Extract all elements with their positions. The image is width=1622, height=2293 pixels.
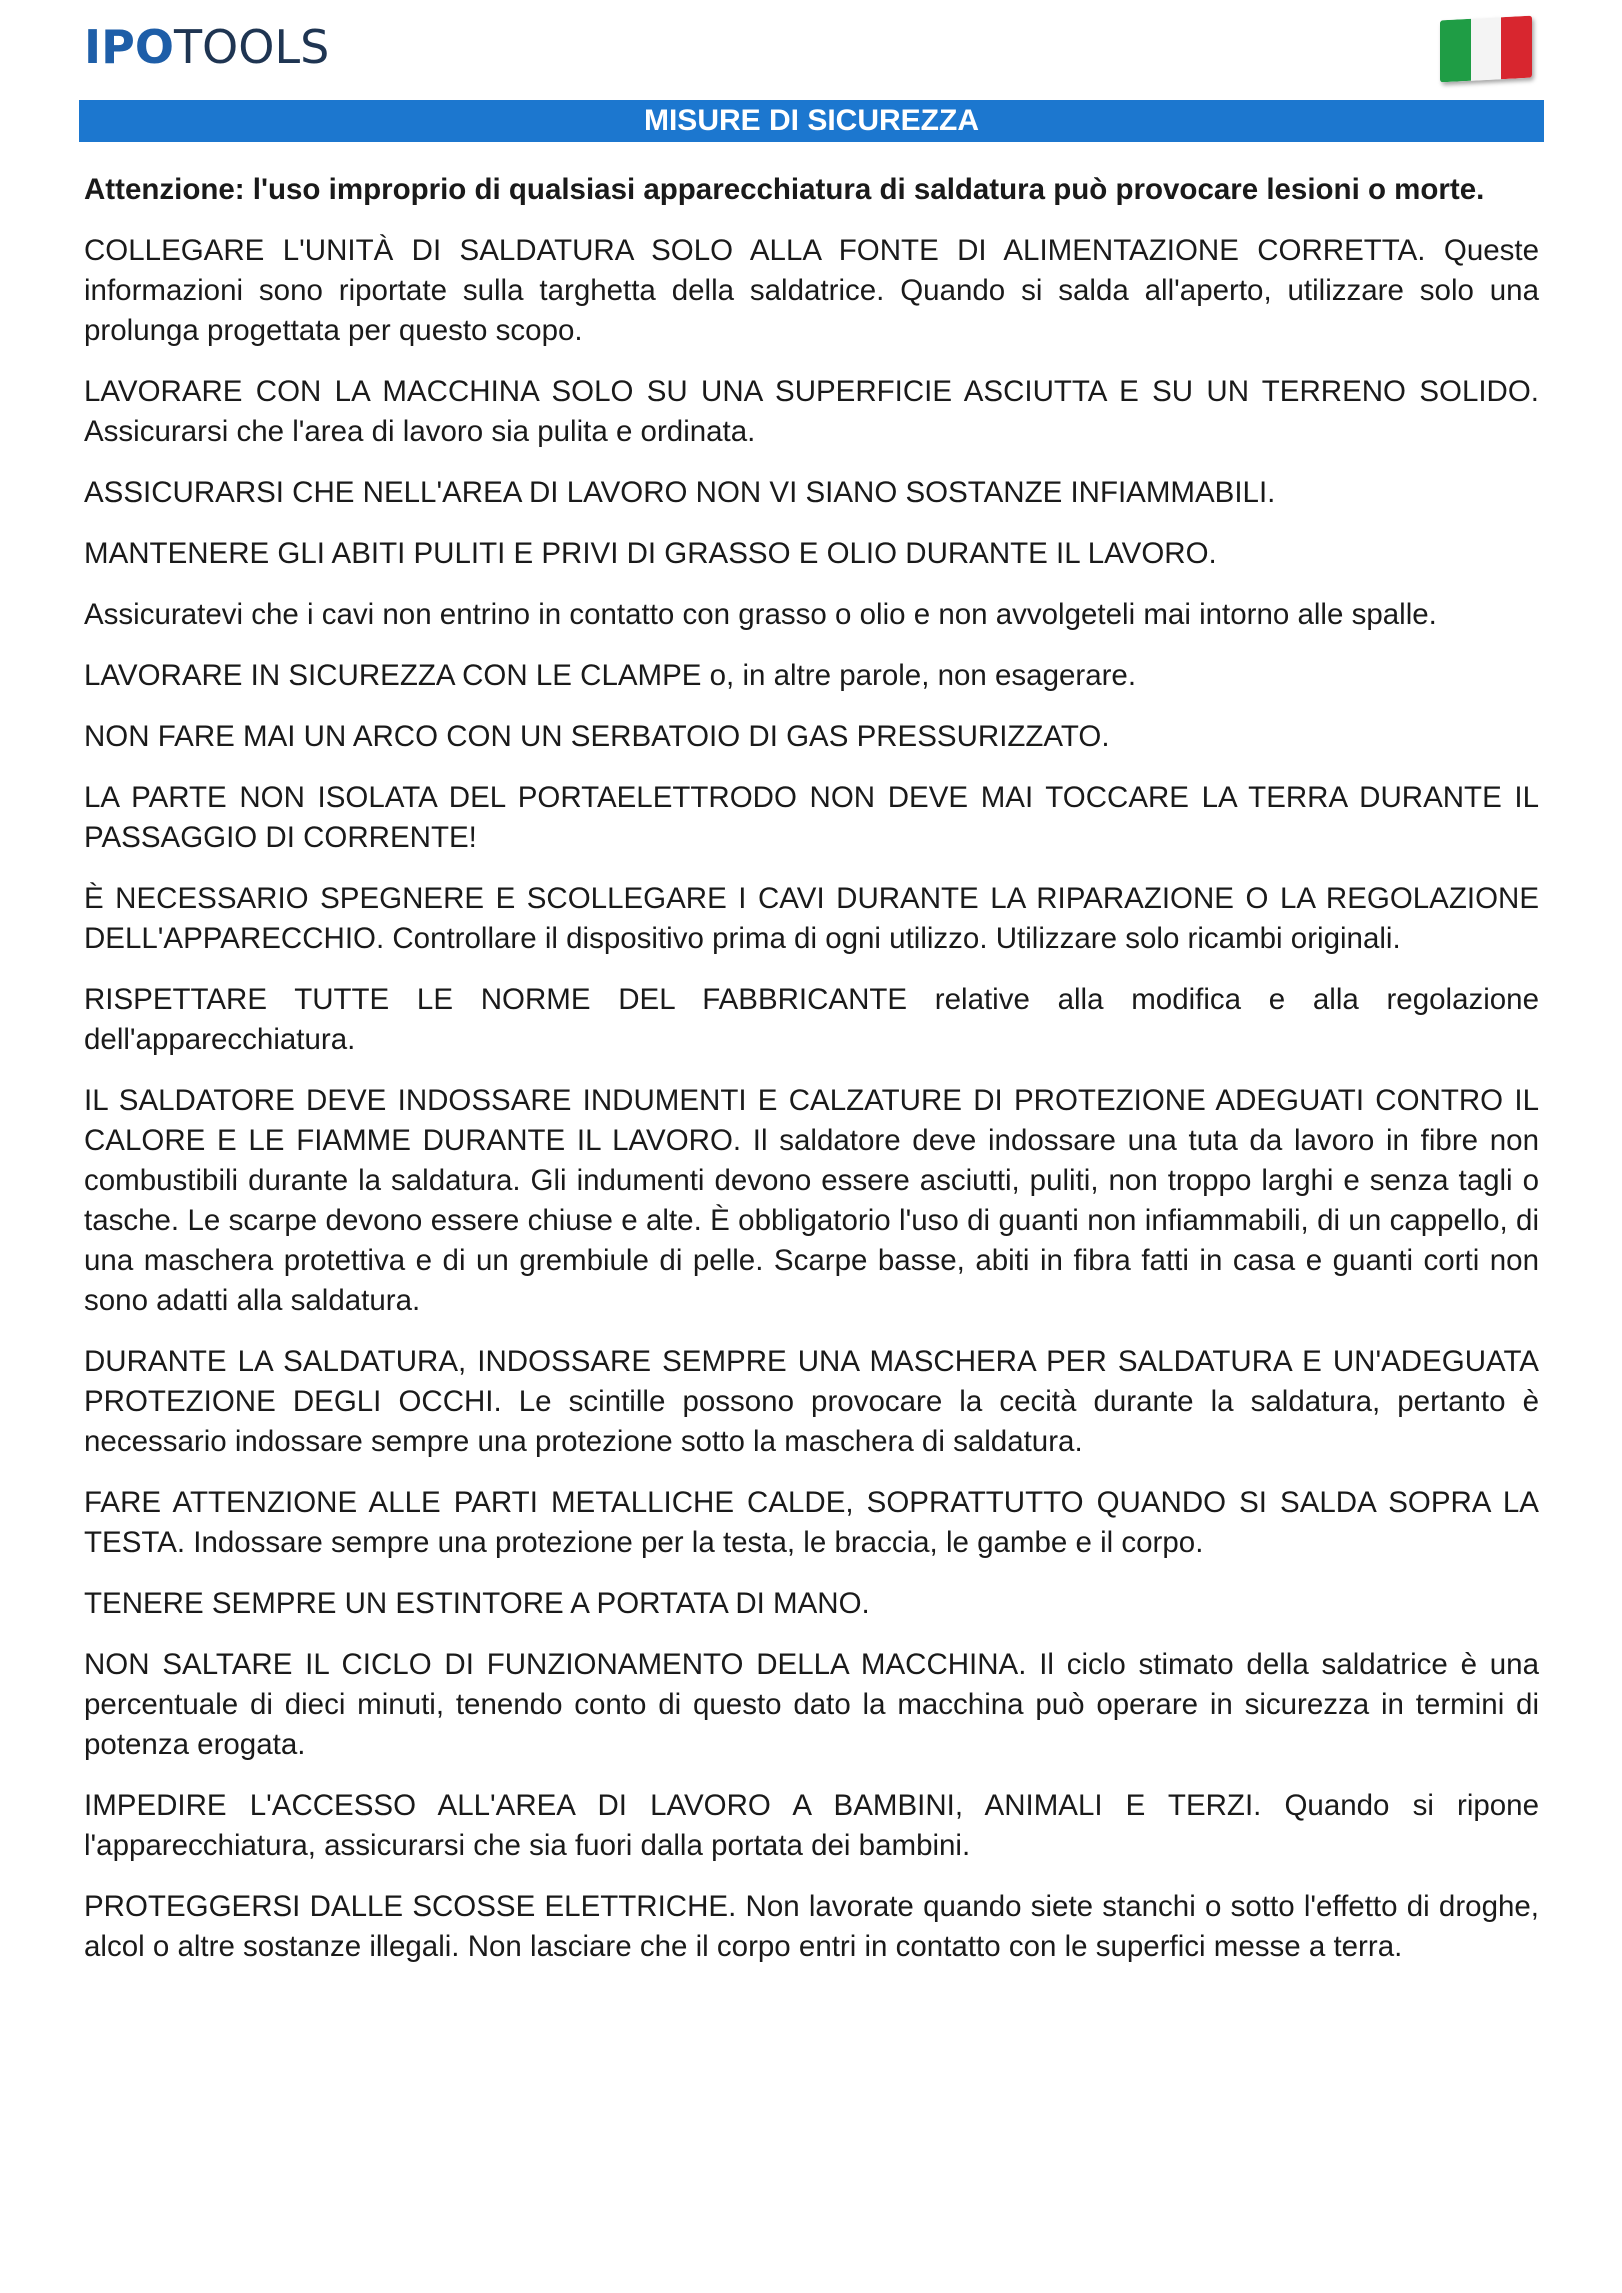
paragraph-flammables: ASSICURARSI CHE NELL'AREA DI LAVORO NON VI SIANO SOSTANZE INFIAMMABILI. bbox=[84, 476, 1276, 509]
paragraph-cables: Assicuratevi che i cavi non entrino in contatto con grasso o olio e non avvolgeteli mai intorno alle spalle. bbox=[84, 598, 1437, 631]
paragraph-electrode-holder: LA PARTE NON ISOLATA DEL PORTAELETTRODO NON DEVE MAI TOCCARE LA TERRA DURANTE IL PASSAGGIO DI CORRENTE! bbox=[84, 781, 1539, 854]
flag-stripe-red bbox=[1501, 16, 1532, 80]
paragraph-dry-surface: LAVORARE CON LA MACCHINA SOLO SU UNA SUPERFICIE ASCIUTTA E SU UN TERRENO SOLIDO. Assicurarsi che l'area di lavoro sia pulita e ordinata. bbox=[84, 375, 1539, 448]
paragraph-manufacturer-rules: RISPETTARE TUTTE LE NORME DEL FABBRICANTE relative alla modifica e alla regolazione dell'apparecchiatura. bbox=[84, 983, 1539, 1056]
paragraph-power-source: COLLEGARE L'UNITÀ DI SALDATURA SOLO ALLA FONTE DI ALIMENTAZIONE CORRETTA. Queste informazioni sono riportate sulla targhetta della saldatrice. Quando si salda all'aperto, utilizzare solo una prolunga progettata per questo scopo. bbox=[84, 234, 1539, 347]
flag-stripe-green bbox=[1440, 19, 1471, 83]
paragraph-duty-cycle: NON SALTARE IL CICLO DI FUNZIONAMENTO DELLA MACCHINA. Il ciclo stimato della saldatrice è una percentuale di dieci minuti, tenendo conto di questo dato la macchina può operare in sicurezza in termini di potenza erogata. bbox=[84, 1648, 1539, 1761]
logo-light-text: TOOLS bbox=[173, 20, 330, 74]
paragraph-protective-clothing: IL SALDATORE DEVE INDOSSARE INDUMENTI E CALZATURE DI PROTEZIONE ADEGUATI CONTRO IL CALORE E LE FIAMME DURANTE IL LAVORO. Il saldatore deve indossare una tuta da lavoro in fibre non combustibili durante la saldatura. Gli indumenti devono essere asciutti, puliti, non troppo larghi e senza tagli o tasche. Le scarpe devono essere chiuse e alte. È obbligatorio l'uso di guanti non infiammabili, di un cappello, di una maschera protettiva e di un grembiule di pelle. Scarpe basse, abiti in fibra fatti in casa e guanti corti non sono adatti alla saldatura. bbox=[84, 1084, 1539, 1317]
logo-strong-text: IPO bbox=[84, 20, 174, 74]
paragraph-electric-shock: PROTEGGERSI DALLE SCOSSE ELETTRICHE. Non lavorate quando siete stanchi o sotto l'effetto di droghe, alcol o altre sostanze illegali. Non lasciare che il corpo entri in contatto con le superfici messe a terra. bbox=[84, 1890, 1539, 1963]
brand-logo bbox=[84, 20, 329, 74]
flag-stripe-white bbox=[1471, 17, 1502, 81]
paragraph-welding-mask: DURANTE LA SALDATURA, INDOSSARE SEMPRE UNA MASCHERA PER SALDATURA E UN'ADEGUATA PROTEZIONE DEGLI OCCHI. Le scintille possono provocare la cecità durante la saldatura, pertanto è necessario indossare sempre una protezione sotto la maschera di saldatura. bbox=[84, 1345, 1539, 1458]
paragraph-gas-tank: NON FARE MAI UN ARCO CON UN SERBATOIO DI GAS PRESSURIZZATO. bbox=[84, 720, 1110, 753]
paragraph-disconnect-cables: È NECESSARIO SPEGNERE E SCOLLEGARE I CAVI DURANTE LA RIPARAZIONE O LA REGOLAZIONE DELL'APPARECCHIO. Controllare il dispositivo prima di ogni utilizzo. Utilizzare solo ricambi originali. bbox=[84, 882, 1539, 955]
italian-flag-icon bbox=[1440, 16, 1532, 83]
section-title: MISURE DI SICUREZZA bbox=[643, 104, 979, 137]
paragraph-clamps: LAVORARE IN SICUREZZA CON LE CLAMPE o, in altre parole, non esagerare. bbox=[84, 659, 1137, 692]
paragraph-restrict-access: IMPEDIRE L'ACCESSO ALL'AREA DI LAVORO A BAMBINI, ANIMALI E TERZI. Quando si ripone l'apparecchiatura, assicurarsi che sia fuori dalla portata dei bambini. bbox=[84, 1789, 1539, 1862]
safety-content bbox=[84, 170, 1539, 1988]
paragraph-extinguisher: TENERE SEMPRE UN ESTINTORE A PORTATA DI MANO. bbox=[84, 1587, 870, 1620]
paragraph-clean-clothes: MANTENERE GLI ABITI PULITI E PRIVI DI GRASSO E OLIO DURANTE IL LAVORO. bbox=[84, 537, 1217, 570]
section-title-bar bbox=[79, 100, 1544, 142]
warning-paragraph: Attenzione: l'uso improprio di qualsiasi apparecchiatura di saldatura può provocare lesioni o morte. bbox=[84, 173, 1485, 206]
paragraph-hot-metal: FARE ATTENZIONE ALLE PARTI METALLICHE CALDE, SOPRATTUTTO QUANDO SI SALDA SOPRA LA TESTA. Indossare sempre una protezione per la testa, le braccia, le gambe e il corpo. bbox=[84, 1486, 1539, 1559]
